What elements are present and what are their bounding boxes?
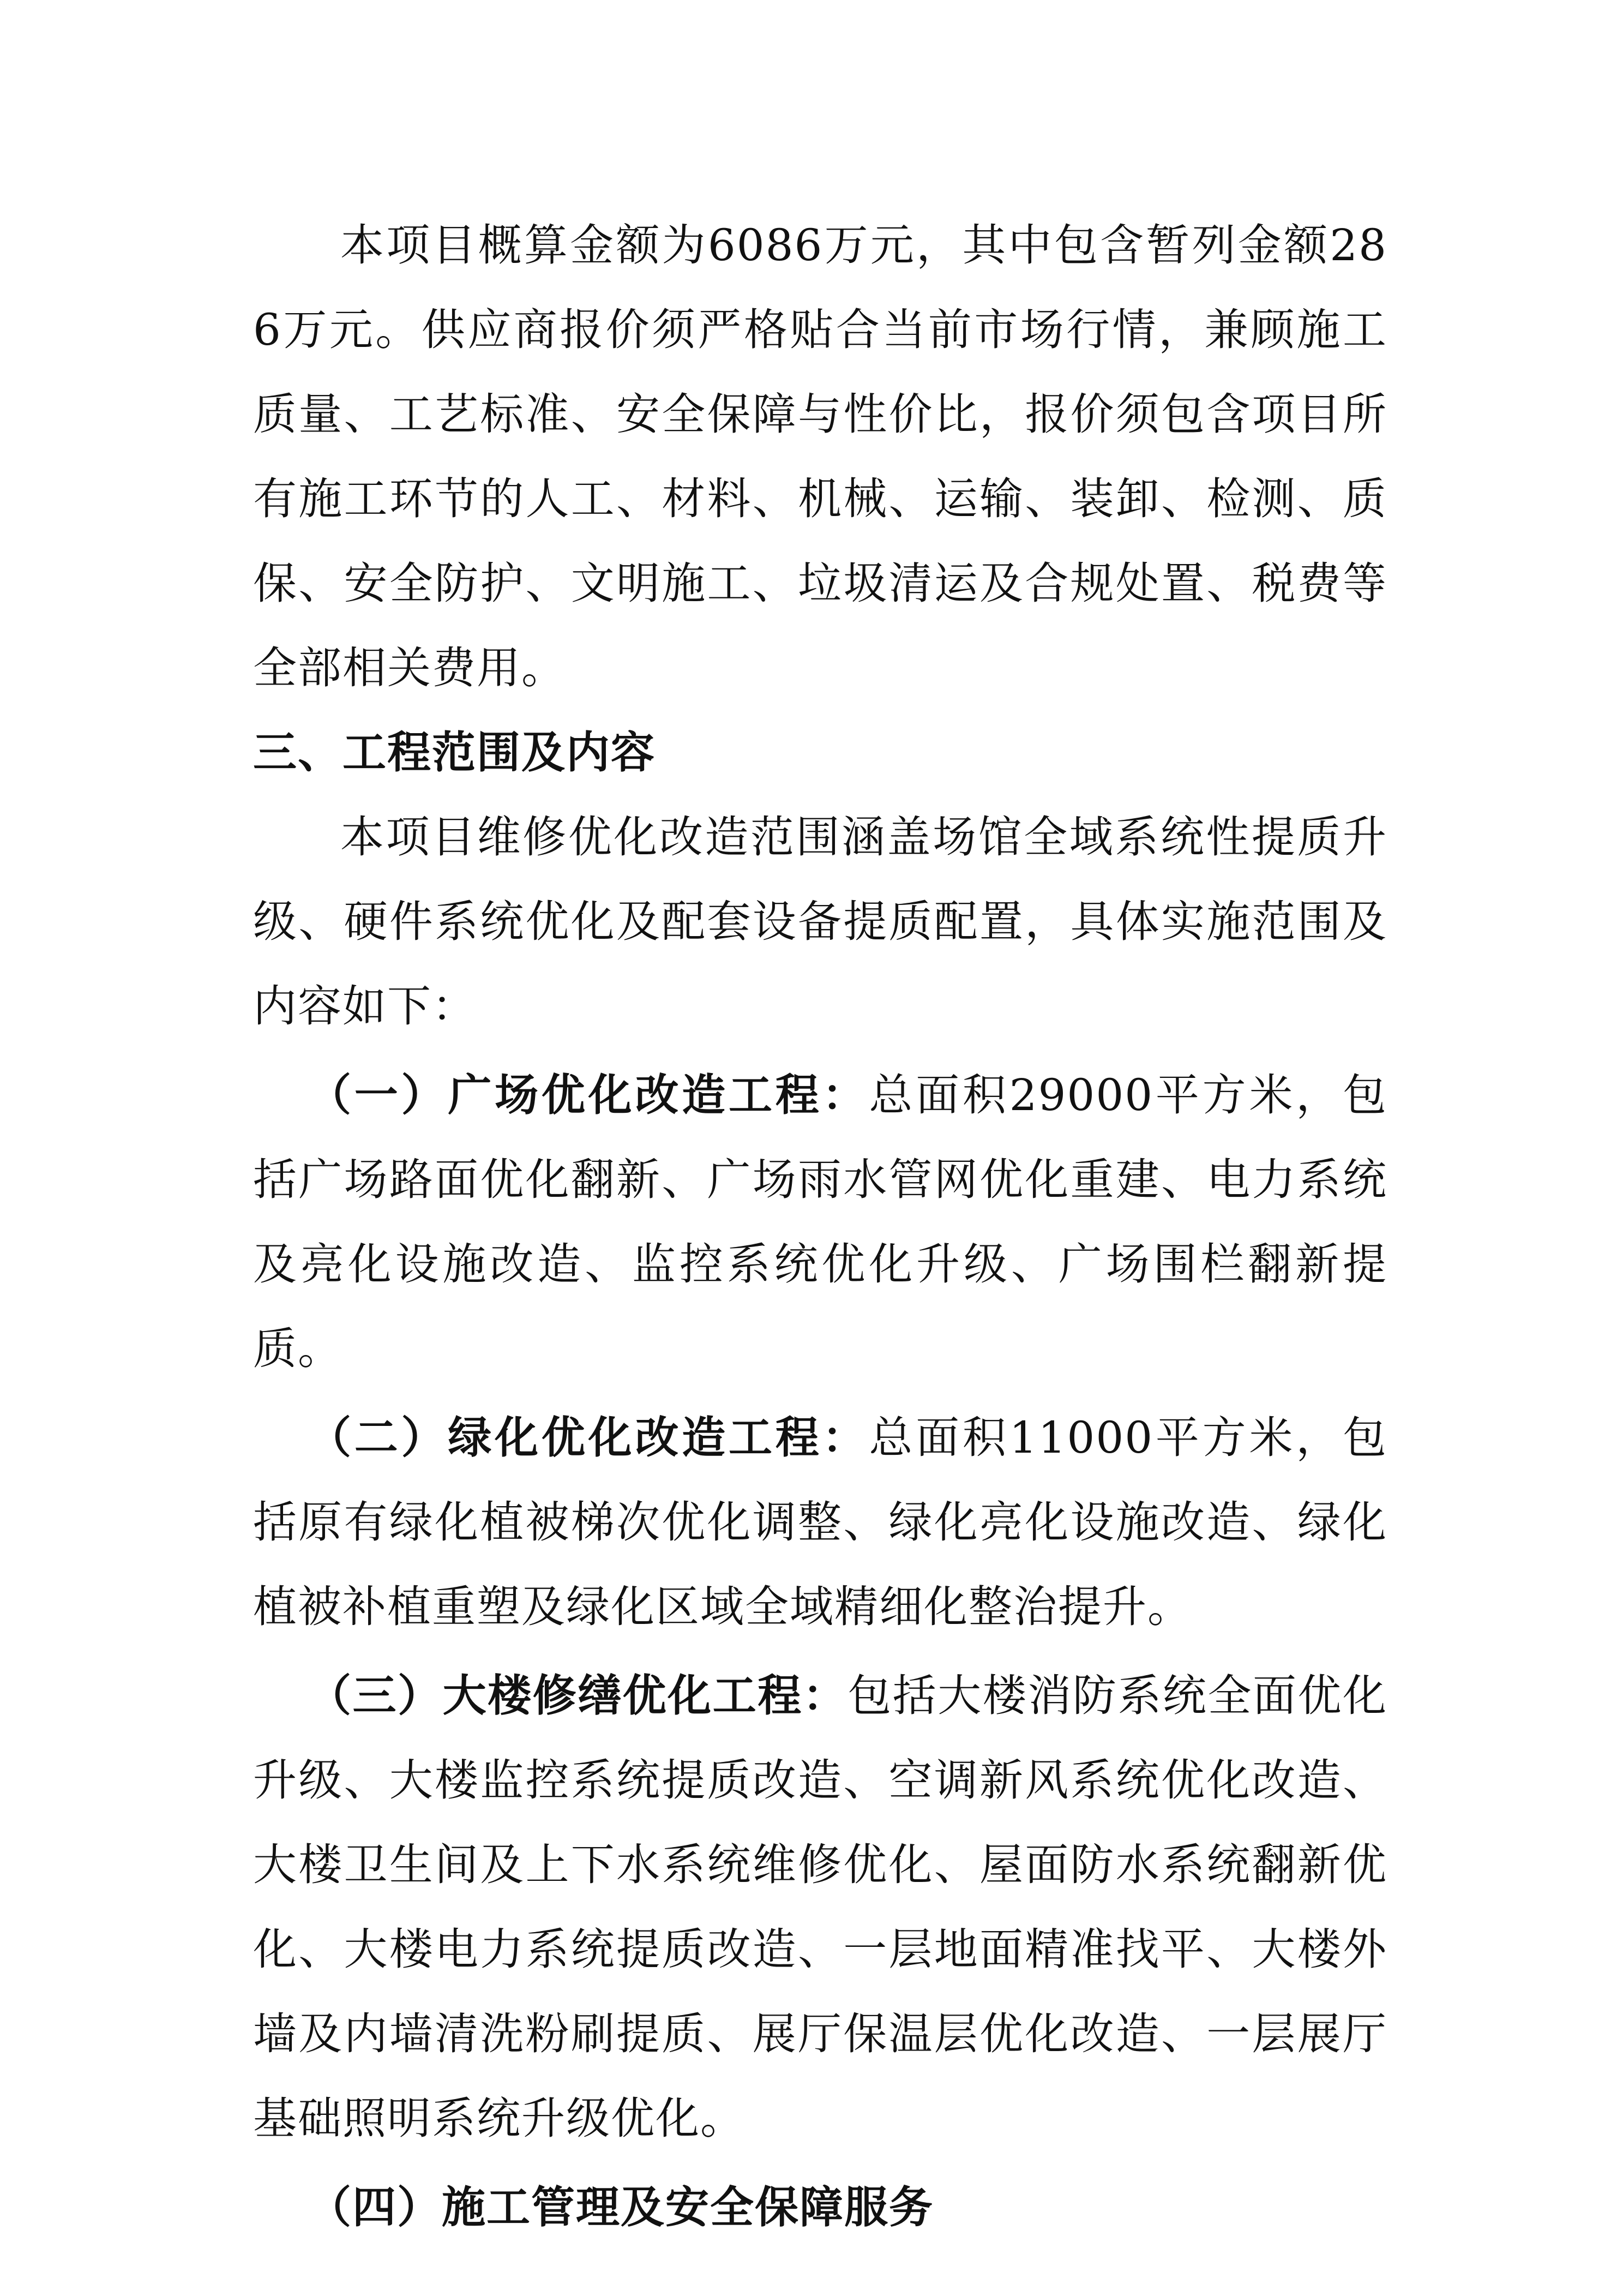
scope-item-management <box>253 2165 1387 2250</box>
scope-intro-paragraph: 本项目维修优化改造范围涵盖场馆全域系统性提质升级、硬件系统优化及配套设备提质配置，具体实施范围及内容如下： <box>253 812 1387 1032</box>
scope-item-building-text: 包括大楼消防系统全面优化升级、大楼监控系统提质改造、空调新风系统优化改造、大楼卫生间及上下水系统维修优化、屋面防水系统翻新优化、大楼电力系统提质改造、一层地面精准找平、大楼外墙及内墙清洗粉刷提质、展厅保温层优化改造、一层展厅基础照明系统升级优化。 <box>253 1670 1388 2144</box>
scope-item-greening <box>253 1395 1387 1649</box>
scope-item-plaza <box>253 1053 1387 1391</box>
scope-item-plaza-text: 总面积29000平方米，包括广场路面优化翻新、广场雨水管网优化重建、电力系统及亮化设施改造、监控系统优化升级、广场围栏翻新提质。 <box>253 1070 1388 1374</box>
section-heading-scope: 三、工程范围及内容 <box>253 727 656 778</box>
scope-item-greening-title: （二）绿化优化改造工程： <box>308 1412 869 1463</box>
scope-item-plaza-title: （一）广场优化改造工程： <box>308 1069 869 1120</box>
scope-item-management-title: （四）施工管理及安全保障服务 <box>308 2181 934 2233</box>
budget-paragraph: 本项目概算金额为6086万元，其中包含暂列金额286万元。供应商报价须严格贴合当前市场行情，兼顾施工质量、工艺标准、安全保障与性价比，报价须包含项目所有施工环节的人工、材料、机械、运输、装卸、检测、质保、安全防护、文明施工、垃圾清运及合规处置、税费等全部相关费用。 <box>253 220 1387 693</box>
scope-item-building-title: （三）大楼修缮优化工程： <box>308 1670 848 1721</box>
scope-item-building <box>253 1653 1387 2161</box>
scope-item-greening-text: 总面积11000平方米，包括原有绿化植被梯次优化调整、绿化亮化设施改造、绿化植被补植重塑及绿化区域全域精细化整治提升。 <box>253 1412 1388 1632</box>
document-body <box>253 203 1387 2250</box>
